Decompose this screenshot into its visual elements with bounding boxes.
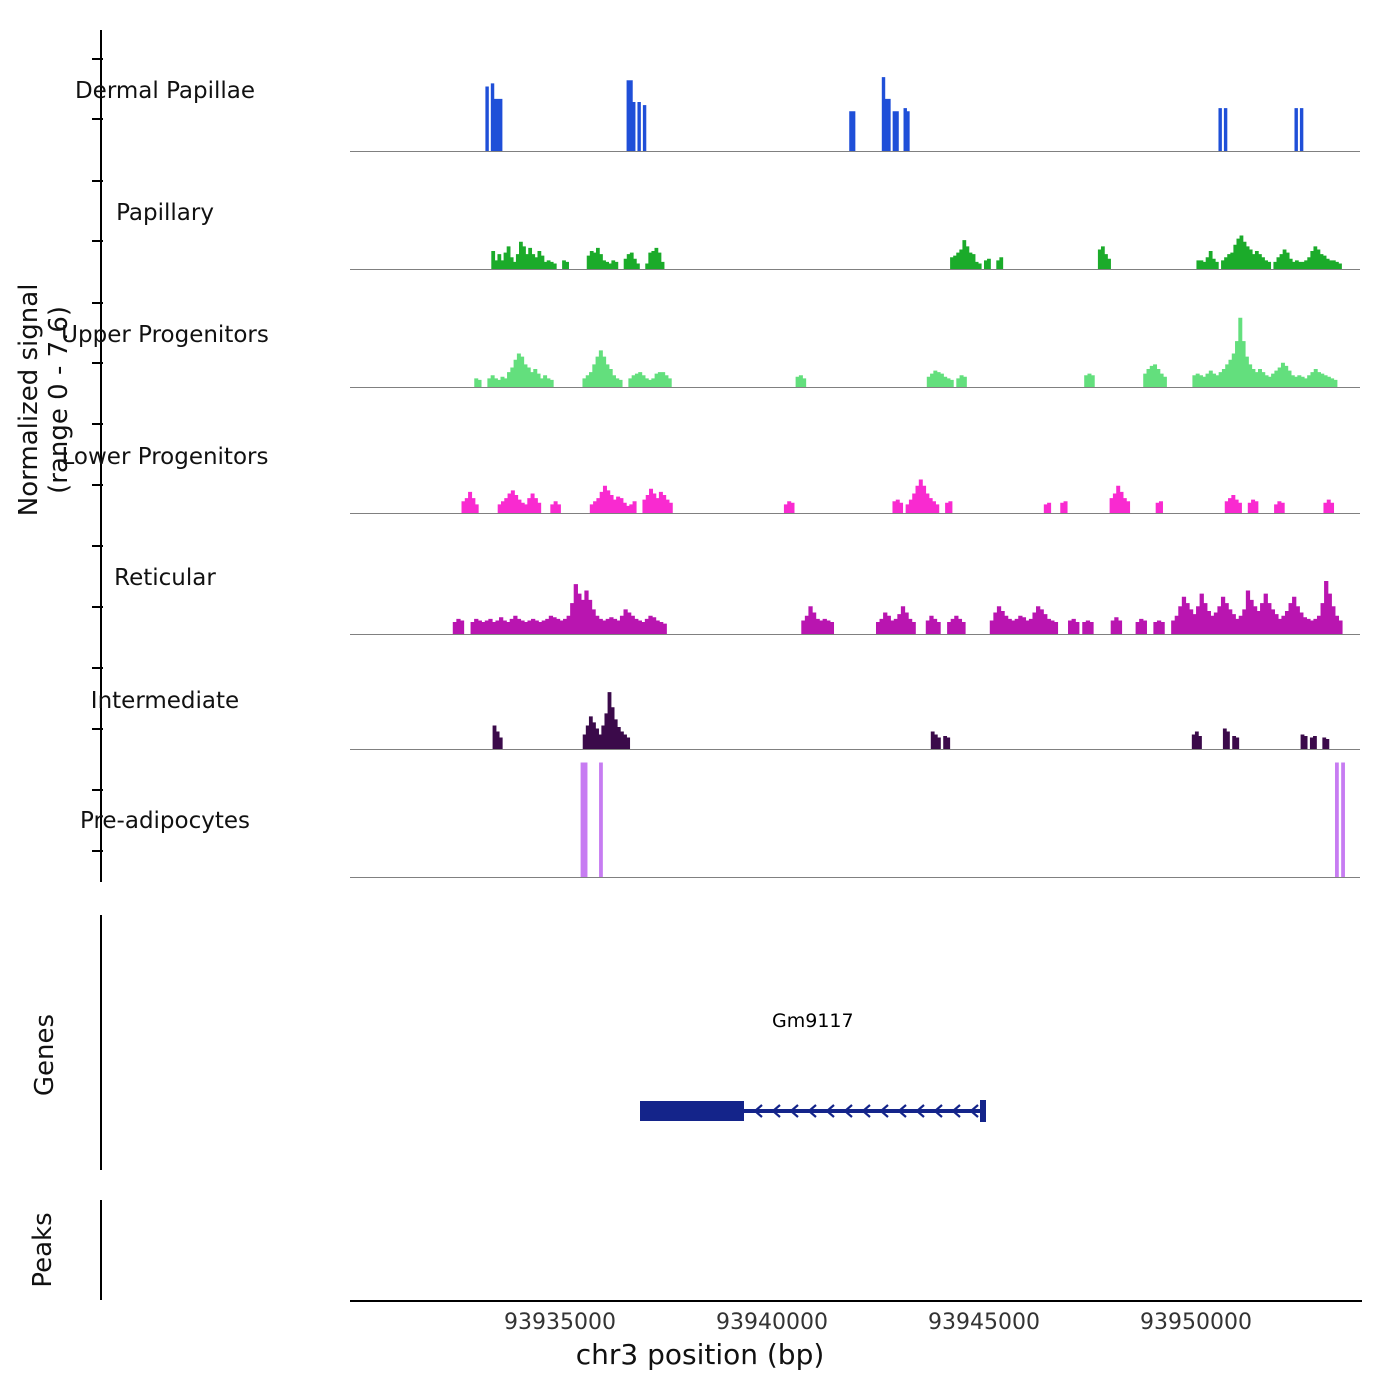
y-axis-label-line2: (range 0 - 7.6) <box>44 305 74 494</box>
gene-model[interactable] <box>350 1090 1360 1135</box>
track-label-papillary: Papillary <box>116 200 214 226</box>
track-plot-papillary <box>350 152 1360 270</box>
track-signal-svg <box>350 34 1360 152</box>
signal-fill <box>350 236 1360 270</box>
y-tick <box>92 180 103 182</box>
signal-fill <box>350 77 1360 152</box>
y-tick <box>92 362 103 364</box>
track-signal-svg <box>350 152 1360 270</box>
track-label-intermediate: Intermediate <box>90 688 240 714</box>
track-signal-svg <box>350 635 1360 750</box>
signal-fill <box>350 763 1360 878</box>
track-baseline <box>350 387 1360 388</box>
track-plot-pre-adipocytes <box>350 753 1360 878</box>
gene-exon <box>640 1101 744 1121</box>
y-tick <box>92 545 103 547</box>
y-axis-label <box>15 190 75 610</box>
y-tick <box>92 240 103 242</box>
signal-fill <box>350 480 1360 514</box>
track-signal-svg <box>350 515 1360 635</box>
y-axis-label-line1: Normalized signal <box>14 283 45 517</box>
track-plot-dermal-papillae <box>350 34 1360 152</box>
track-label-pre-adipocytes: Pre-adipocytes <box>79 808 251 834</box>
signal-fill <box>350 581 1360 635</box>
peaks-panel-label: Peaks <box>28 1212 58 1288</box>
x-axis-label: chr3 position (bp) <box>575 1338 825 1371</box>
y-tick <box>92 789 103 791</box>
track-label-upper-progenitors: Upper Progenitors <box>61 322 269 348</box>
track-signal-svg <box>350 396 1360 514</box>
track-signal-svg <box>350 753 1360 878</box>
y-tick <box>92 667 103 669</box>
gene-label: Gm9117 <box>772 1010 854 1032</box>
track-label-dermal-papillae: Dermal Papillae <box>74 78 256 104</box>
x-tick-label: 93940000 <box>716 1310 828 1335</box>
track-baseline <box>350 749 1360 750</box>
track-baseline <box>350 877 1360 878</box>
y-tick <box>92 302 103 304</box>
genes-panel-label: Genes <box>30 1013 60 1097</box>
track-label-lower-progenitors: Lower Progenitors <box>61 444 269 470</box>
y-tick <box>92 728 103 730</box>
signal-fill <box>350 693 1360 751</box>
x-axis-line <box>350 1300 1362 1302</box>
track-plot-intermediate <box>350 635 1360 750</box>
track-baseline <box>350 513 1360 514</box>
genes-panel-spine <box>100 915 102 1170</box>
track-plot-reticular <box>350 515 1360 635</box>
y-tick <box>92 423 103 425</box>
gene-end-cap <box>980 1100 986 1122</box>
gene-model-svg <box>350 1090 1360 1135</box>
x-tick-label: 93950000 <box>1140 1310 1252 1335</box>
y-tick <box>92 118 103 120</box>
track-label-reticular: Reticular <box>114 565 216 591</box>
peaks-panel-spine <box>100 1200 102 1300</box>
track-plot-upper-progenitors <box>350 270 1360 388</box>
x-tick-label: 93935000 <box>504 1310 616 1335</box>
y-tick <box>92 58 103 60</box>
y-tick <box>92 606 103 608</box>
y-tick <box>92 850 103 852</box>
signal-fill <box>350 318 1360 388</box>
track-plot-lower-progenitors <box>350 396 1360 514</box>
x-tick-label: 93945000 <box>928 1310 1040 1335</box>
track-signal-svg <box>350 270 1360 388</box>
y-tick <box>92 484 103 486</box>
